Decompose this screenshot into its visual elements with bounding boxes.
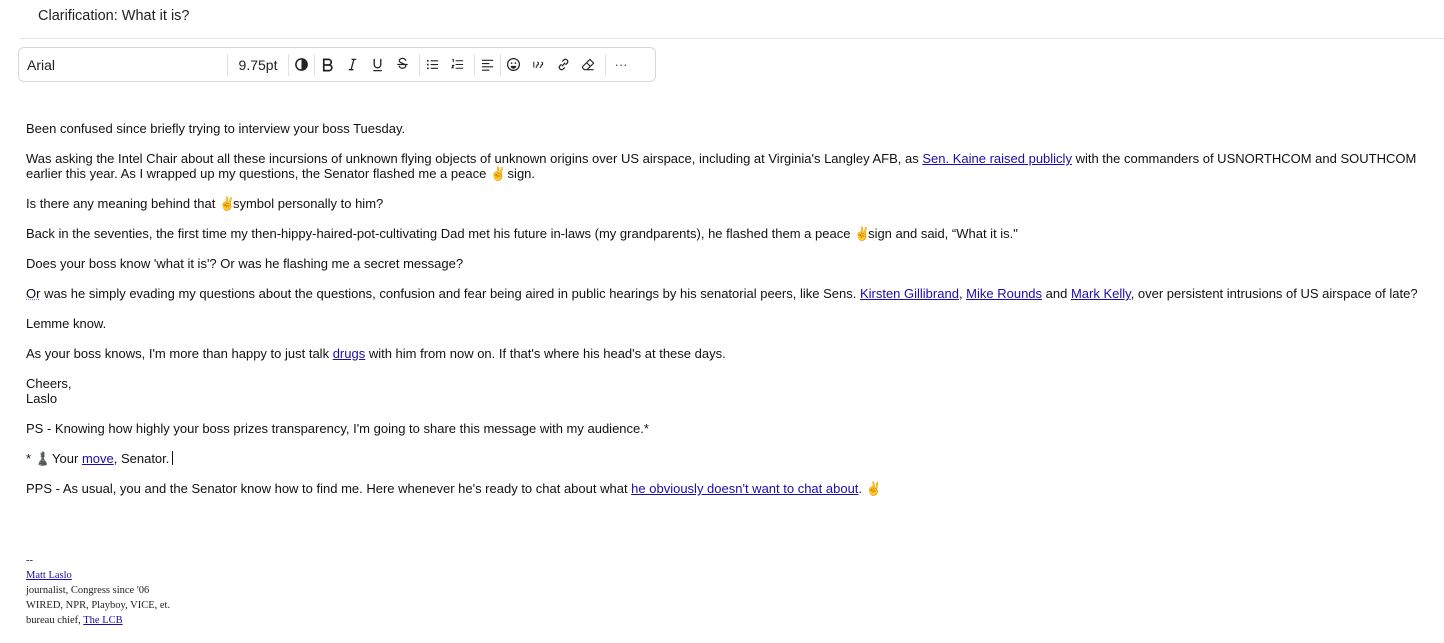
underline-icon[interactable] (365, 47, 390, 82)
paragraph: Does your boss know 'what it is'? Or was he flashing me a secret message? (26, 256, 464, 271)
peace-emoji-icon: ✌️ (489, 166, 507, 181)
subject-divider (20, 38, 1444, 39)
peace-emoji-icon: ✌️ (218, 196, 236, 211)
quote-icon[interactable] (526, 47, 551, 82)
email-signature (26, 553, 170, 628)
signature-line: bureau chief, The LCB (26, 615, 123, 626)
chess-pawn-icon: ♟️ (34, 451, 51, 466)
paragraph: PPS - As usual, you and the Senator know how to find me. Here whenever he's ready to chat about what he obviously doesn't want to chat about. ✌️ (26, 481, 882, 496)
italic-icon[interactable] (340, 47, 365, 82)
eraser-icon[interactable] (576, 47, 601, 82)
text-cursor (172, 451, 173, 465)
bullet-list-icon[interactable] (420, 47, 445, 82)
spellcheck-word[interactable]: Or (26, 286, 41, 301)
paragraph: Cheers, Laslo (26, 376, 72, 406)
link-drugs[interactable]: drugs (332, 346, 366, 361)
paragraph: Been confused since briefly trying to interview your boss Tuesday. (26, 121, 406, 136)
align-icon[interactable] (475, 47, 500, 82)
contrast-icon[interactable] (289, 47, 314, 82)
link-kelly[interactable]: Mark Kelly (1070, 286, 1131, 301)
paragraph: Is there any meaning behind that ✌️symbol personally to him? (26, 196, 384, 211)
email-body[interactable] (26, 121, 1436, 511)
link-icon[interactable] (551, 47, 576, 82)
email-subject[interactable]: Clarification: What it is? (38, 8, 190, 24)
font-family-select[interactable]: Arial (27, 56, 56, 73)
signature-name-link[interactable]: Matt Laslo (26, 570, 72, 581)
font-size-select[interactable]: 9.75pt (238, 56, 278, 73)
paragraph: * ♟️ Your move, Senator. (26, 451, 1436, 466)
signature-line: journalist, Congress since '06 (26, 585, 150, 596)
link-chat-about[interactable]: he obviously doesn't want to chat about (631, 481, 859, 496)
paragraph: PS - Knowing how highly your boss prizes transparency, I'm going to share this message with my audience.* (26, 421, 649, 436)
paragraph: Lemme know. (26, 316, 107, 331)
lcb-link[interactable]: The LCB (83, 615, 123, 626)
emoji-icon[interactable] (501, 47, 526, 82)
paragraph: Or was he simply evading my questions about the questions, confusion and fear being aired in public hearings by his senatorial peers, like Sens. Kirsten Gillibrand, Mike Rounds and Mark Kelly, over persistent intrusions of US airspace of late? (26, 286, 1418, 301)
peace-emoji-icon: ✌️ (865, 481, 882, 496)
paragraph: Was asking the Intel Chair about all these incursions of unknown flying objects of unknown origins over US airspace, including at Virginia's Langley AFB, as Sen. Kaine raised publicly with the commanders of USNORTHCOM and SOUTHCOM earlier this year. As I wrapped up my questions, the Senator flashed me a peace ✌️ sign. (26, 151, 1417, 181)
signature-line: WIRED, NPR, Playboy, VICE, et. (26, 600, 171, 611)
more-icon[interactable]: ··· (614, 57, 628, 72)
paragraph: As your boss knows, I'm more than happy to just talk drugs with him from now on. If that's where his head's at these days. (26, 346, 726, 361)
peace-emoji-icon: ✌️ (854, 226, 871, 241)
signature-dashes: -- (26, 555, 33, 566)
strikethrough-icon[interactable] (390, 47, 415, 82)
link-kaine[interactable]: Sen. Kaine raised publicly (922, 151, 1072, 166)
bold-icon[interactable] (315, 47, 340, 82)
link-gillibrand[interactable]: Kirsten Gillibrand (859, 286, 959, 301)
link-move[interactable]: move (81, 451, 114, 466)
formatting-toolbar (18, 47, 656, 82)
link-rounds[interactable]: Mike Rounds (966, 286, 1043, 301)
paragraph: Back in the seventies, the first time my then-hippy-haired-pot-cultivating Dad met his future in-laws (my grandparents), he flashed them a peace ✌️sign and said, “What it is." (26, 226, 1018, 241)
numbered-list-icon[interactable] (445, 47, 470, 82)
